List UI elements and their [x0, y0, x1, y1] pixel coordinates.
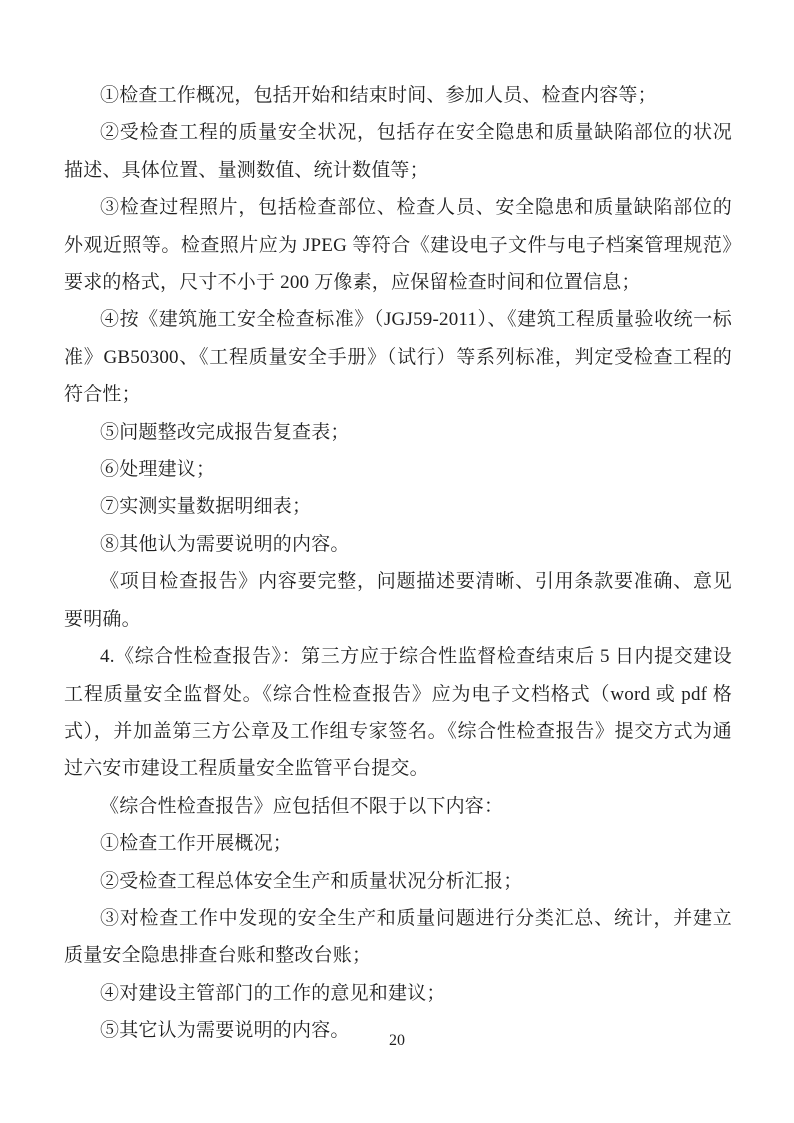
paragraph-project-report-summary: 《项目检查报告》内容要完整，问题描述要清晰、引用条款要准确、意见要明确。 [64, 571, 732, 630]
document-body-text [64, 77, 732, 1050]
paragraph-comp-item-1: ①检查工作开展概况； [100, 833, 293, 855]
paragraph-comprehensive-report-contents-lead: 《综合性检查报告》应包括但不限于以下内容： [100, 795, 504, 817]
paragraph-item-4: ④按《建筑施工安全检查标准》（JGJ59-2011）、《建筑工程质量验收统一标准》GB50300、《工程质量安全手册》（试行）等系列标准，判定受检查工程的符合性； [64, 309, 732, 406]
paragraph-comp-item-3: ③对检查工作中发现的安全生产和质量问题进行分类汇总、统计，并建立质量安全隐患排查台账和整改台账； [64, 907, 732, 967]
paragraph-item-7: ⑦实测实量数据明细表； [100, 496, 312, 518]
paragraph-item-8: ⑧其他认为需要说明的内容。 [100, 533, 350, 555]
paragraph-comprehensive-report-intro: 4.《综合性检查报告》：第三方应于综合性监督检查结束后 5 日内提交建设工程质量安全监督处。《综合性检查报告》应为电子文档格式（word 或 pdf 格式），并加盖第三方公章及工作组专家签名。《综合性检查报告》提交方式为通过六安市建设工程质量安全监管平台提交。 [64, 646, 732, 780]
paragraph-comp-item-2: ②受检查工程总体安全生产和质量状况分析汇报； [100, 870, 523, 892]
paragraph-item-5: ⑤问题整改完成报告复查表； [100, 421, 350, 443]
paragraph-item-2: ②受检查工程的质量安全状况，包括存在安全隐患和质量缺陷部位的状况描述、具体位置、量测数值、统计数值等； [64, 122, 732, 181]
page-number: 20 [389, 1032, 405, 1049]
paragraph-item-1: ①检查工作概况，包括开始和结束时间、参加人员、检查内容等； [100, 85, 657, 106]
paragraph-comp-item-5: ⑤其它认为需要说明的内容。 [100, 1020, 350, 1042]
paragraph-item-6: ⑥处理建议； [100, 459, 216, 481]
paragraph-item-3: ③检查过程照片，包括检查部位、检查人员、安全隐患和质量缺陷部位的外观近照等。检查照片应为 JPEG 等符合《建设电子文件与电子档案管理规范》要求的格式，尺寸不小于 200 万像素，应保留检查时间和位置信息； [64, 197, 732, 294]
paragraph-comp-item-4: ④对建设主管部门的工作的意见和建议； [100, 982, 446, 1004]
